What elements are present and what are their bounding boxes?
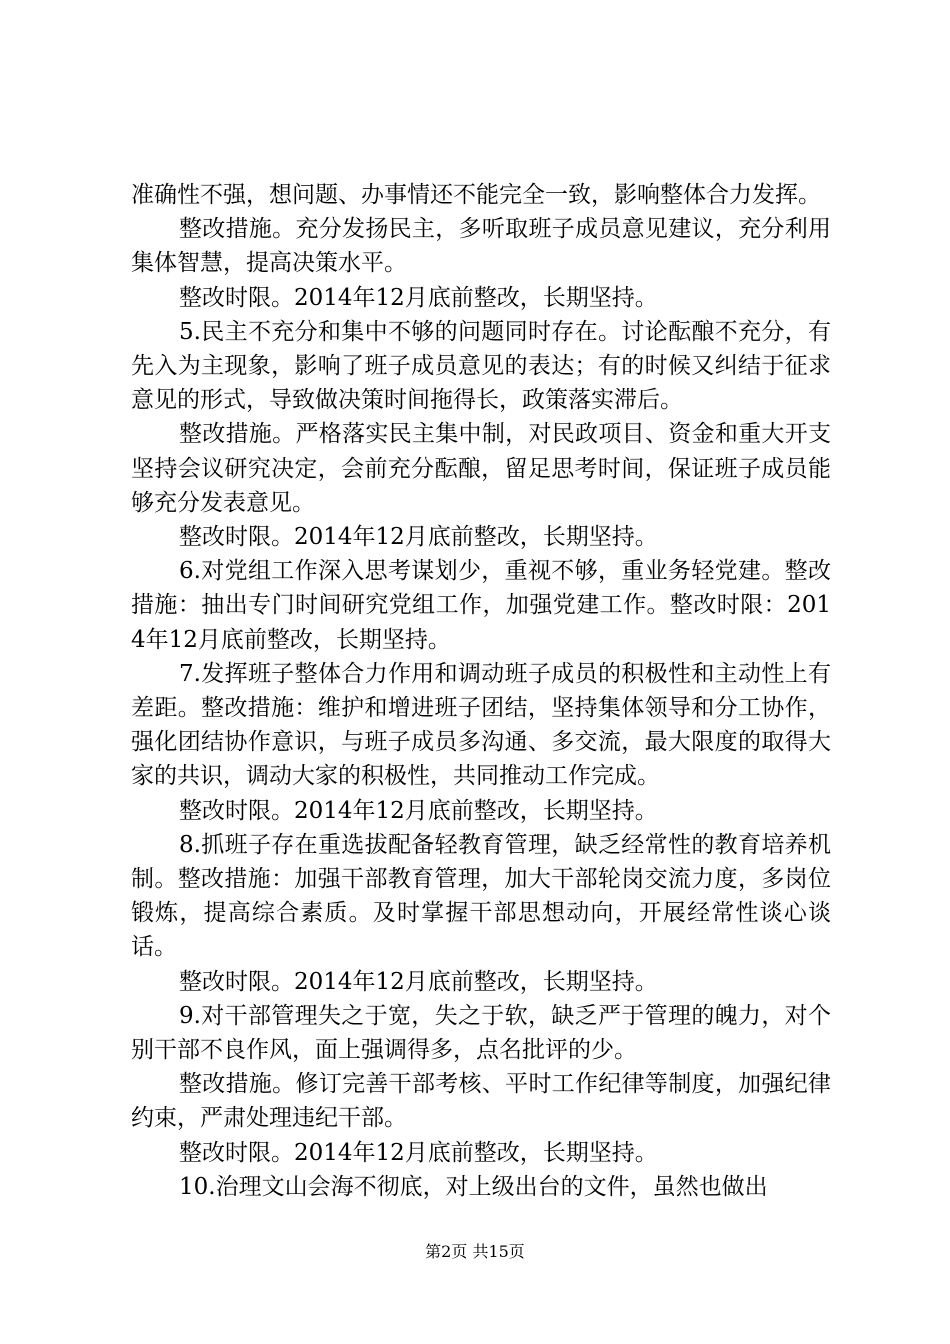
paragraph-measures: 整改措施。严格落实民主集中制，对民政项目、资金和重大开支坚持会议研究决定，会前充分酝酿，留足思考时间，保证班子成员能够充分发表意见。 <box>131 421 831 516</box>
paragraph-item-9: 9.对干部管理失之于宽，失之于软，缺乏严于管理的魄力，对个别干部不良作风，面上强调得多，点名批评的少。 <box>131 1002 831 1064</box>
paragraph-deadline: 整改时限。2014年12月底前整改，长期坚持。 <box>179 284 658 311</box>
page-number-footer: 第2页 共15页 <box>425 1242 525 1261</box>
paragraph-deadline: 整改时限。2014年12月底前整改，长期坚持。 <box>179 524 658 551</box>
paragraph-deadline: 整改时限。2014年12月底前整改，长期坚持。 <box>179 797 658 824</box>
paragraph-deadline: 整改时限。2014年12月底前整改，长期坚持。 <box>179 1139 658 1166</box>
paragraph-deadline: 整改时限。2014年12月底前整改，长期坚持。 <box>179 968 658 995</box>
document-body <box>131 178 831 1204</box>
paragraph-item-7: 7.发挥班子整体合力作用和调动班子成员的积极性和主动性上有差距。整改措施：维护和增进班子团结，坚持集体领导和分工协作，强化团结协作意识，与班子成员多沟通、多交流，最大限度的取得大家的共识，调动大家的积极性，共同推动工作完成。 <box>131 660 831 790</box>
paragraph-item-8: 8.抓班子存在重选拔配备轻教育管理，缺乏经常性的教育培养机制。整改措施：加强干部教育管理，加大干部轮岗交流力度，多岗位锻炼，提高综合素质。及时掌握干部思想动向，开展经常性谈心谈话。 <box>131 831 831 961</box>
paragraph-measures: 整改措施。修订完善干部考核、平时工作纪律等制度，加强纪律约束，严肃处理违纪干部。 <box>131 1071 831 1132</box>
paragraph-item-6: 6.对党组工作深入思考谋划少，重视不够，重业务轻党建。整改措施：抽出专门时间研究党组工作，加强党建工作。整改时限：2014年12月底前整改，长期坚持。 <box>131 558 831 653</box>
paragraph-item-10: 10.治理文山会海不彻底，对上级出台的文件，虽然也做出 <box>179 1173 768 1200</box>
paragraph-item-5: 5.民主不充分和集中不够的问题同时存在。讨论酝酿不充分，有先入为主现象，影响了班子成员意见的表达；有的时候又纠结于征求意见的形式，导致做决策时间拖得长，政策落实滞后。 <box>131 318 831 414</box>
paragraph-continuation: 准确性不强，想问题、办事情还不能完全一致，影响整体合力发挥。 <box>131 182 821 208</box>
paragraph-measures: 整改措施。充分发扬民主，多听取班子成员意见建议，充分利用集体智慧，提高决策水平。 <box>131 216 831 277</box>
